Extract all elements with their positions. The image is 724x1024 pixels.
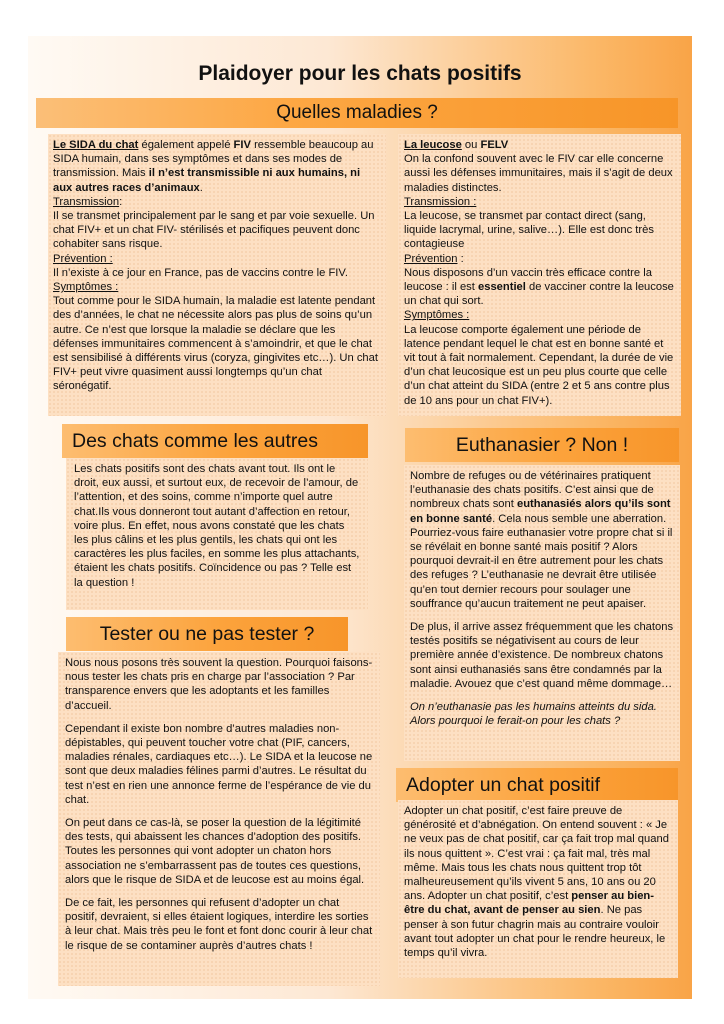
euthanasia-quote: On n’euthanasie pas les humains atteints du sida. Alors pourquoi le ferait-on pour les chats ? <box>410 701 657 728</box>
heading-adopt: Adopter un chat positif <box>396 768 678 802</box>
adopt-box: Adopter un chat positif, c’est faire preuve de générosité et d’abnégation. On entend souvent : « Je ne veux pas de chat positif, car ça fait trop mal quand ils nous quittent ». C’est vrai : ça fait mal, très mal même. Mais tous les chats nous quittent trop tôt malheureusement qu’ils vivent 5 ans, 10 ans ou 20 ans. Adopter un chat positif, c’est penser au bien-être du chat, avant de penser au sien. Ne pas penser à son futur chagrin mais au contraire vouloir avant tout adopter un chat pour le rendre heureux, le temps qu’il vivra. <box>398 800 678 978</box>
sida-transmission: Transmission: <box>53 195 123 208</box>
felv-transmission-label: Transmission : <box>404 195 477 208</box>
sida-box: Le SIDA du chat également appelé FIV ressemble beaucoup au SIDA humain, dans ses symptômes et dans ses modes de transmission. Mais il n’est transmissible ni aux humains, ni aux autres races d’animaux. Transmission: Il se transmet principalement par le sang et par voie sexuelle. Un chat FIV+ et un chat FIV- stérilisés et pacifiques peuvent donc cohabiter sans risque. Prévention : Il n’existe à ce jour en France, pas de vaccins contre le FIV. Symptômes : Tout comme pour le SIDA humain, la maladie est latente pendant des d’années, le chat ne nécessite alors pas plus de soins qu’un autre. Ce n’est que lorsque la maladie se déclare que les défenses immunitaires commencent à s’amoindrir, et que le chat est sensibilisé à différents virus (coryza, gingivites etc…). Un chat FIV+ peut vivre quasiment aussi longtemps qu’un chat séronégatif. <box>48 134 386 416</box>
euthanasia-box: Nombre de refuges ou de vétérinaires pratiquent l’euthanasie des chats positifs. C’est ainsi que de nombreux chats sont euthanasiés alors qu’ils sont en bonne santé. Cela nous semble une aberration. Pourriez-vous faire euthanasier votre propre chat si il se révélait en bonne santé mais positif ? Alors pourquoi devrait-il en être autrement pour les chats des refuges ? L’euthanasie ne devrait être utilisée qu’en tout dernier recours pour soulager une souffrance qu’aucun traitement ne peut apaiser. De plus, il arrive assez fréquemment que les chatons testés positifs se négativisent au cours de leur première année d’existence. De nombreux chatons sont ainsi euthanasiés sans être condamnés par la maladie. Avouez que c’est quand même dommage… On n’euthanasie pas les humains atteints du sida. Alors pourquoi le ferait-on pour les chats ? <box>404 465 680 761</box>
felv-intro: La leucose ou FELV <box>404 139 509 151</box>
sida-symptoms-label: Symptômes : <box>53 281 119 294</box>
like-others-box: Les chats positifs sont des chats avant tout. Ils ont le droit, eux aussi, et surtout eux, de recevoir de l’amour, de l’attention, et des soins, comme n’importe quel autre chat.Ils vous donneront tout autant d’affection en retour, voire plus. En effet, nous avons constaté que les chats les plus câlins et les plus gentils, les chats qui ont les caractères les plus faciles, en somme les plus attachants, étaient les chats positifs. Coïncidence ou pas ? Telle est la question ! <box>66 458 368 610</box>
page-title: Plaidoyer pour les chats positifs <box>198 62 522 85</box>
sida-heading: Le SIDA du chat <box>53 139 139 151</box>
heading-euthanasia: Euthanasier ? Non ! <box>405 428 679 462</box>
sida-intro: Le SIDA du chat également appelé FIV ressemble beaucoup au SIDA humain, dans ses symptômes et dans ses modes de transmission. Mais il n’est transmissible ni aux humains, ni aux autres races d’animaux. <box>53 139 374 194</box>
section-band-diseases: Quelles maladies ? <box>36 98 678 128</box>
felv-symptoms-label: Symptômes : <box>404 309 470 322</box>
heading-like-others: Des chats comme les autres <box>62 424 368 458</box>
test-box: Nous nous posons très souvent la question. Pourquoi faisons-nous tester les chats pris en charge par l’association ? Par transparence envers que les adoptants et les familles d’accueil. Cependant il existe bon nombre d’autres maladies non-dépistables, qui peuvent toucher votre chat (PIF, cancers, maladies rénales, cardiaques etc…). Le SIDA et la leucose ne sont que deux maladies félines parmi d’autres. Le résultat du test n’est en rien une annonce ferme de l’espérance de vie du chat. On peut dans ce cas-là, se poser la question de la légitimité des tests, qui abaissent les chances d’adoption des positifs. Toutes les personnes qui vont adopter un chaton hors association ne s’embarrassent pas de toutes ces questions, alors que le risque de SIDA et de leucose est au moins égal. De ce fait, les personnes qui refusent d’adopter un chat positif, devraient, si elles étaient logiques, interdire les sorties à leur chat. Mais très peu le font et font donc courir à leur chat le risque de se contaminer auprès d’autres chats ! <box>58 652 380 986</box>
heading-test: Tester ou ne pas tester ? <box>66 617 348 651</box>
felv-prevention-label: Prévention <box>404 252 458 265</box>
sida-prevention-label: Prévention : <box>53 252 113 265</box>
felv-box: La leucose ou FELV On la confond souvent avec le FIV car elle concerne aussi les défenses immunitaires, mais il s’agit de deux maladies distinctes. Transmission : La leucose, se transmet par contact direct (sang, liquide lacrymal, urine, salive…). Elle est donc très contagieuse Prévention : Nous disposons d’un vaccin très efficace contre la leucose : il est essentiel de vacciner contre la leucose un chat qui sort. Symptômes : La leucose comporte également une période de latence pendant lequel le chat est en bonne santé et vit tout à fait normalement. Cependant, la durée de vie d’un chat leucosique est un peu plus courte que celle d’un chat atteint du SIDA (entre 2 et 5 ans contre plus de 10 ans pour un chat FIV+). <box>398 134 681 416</box>
